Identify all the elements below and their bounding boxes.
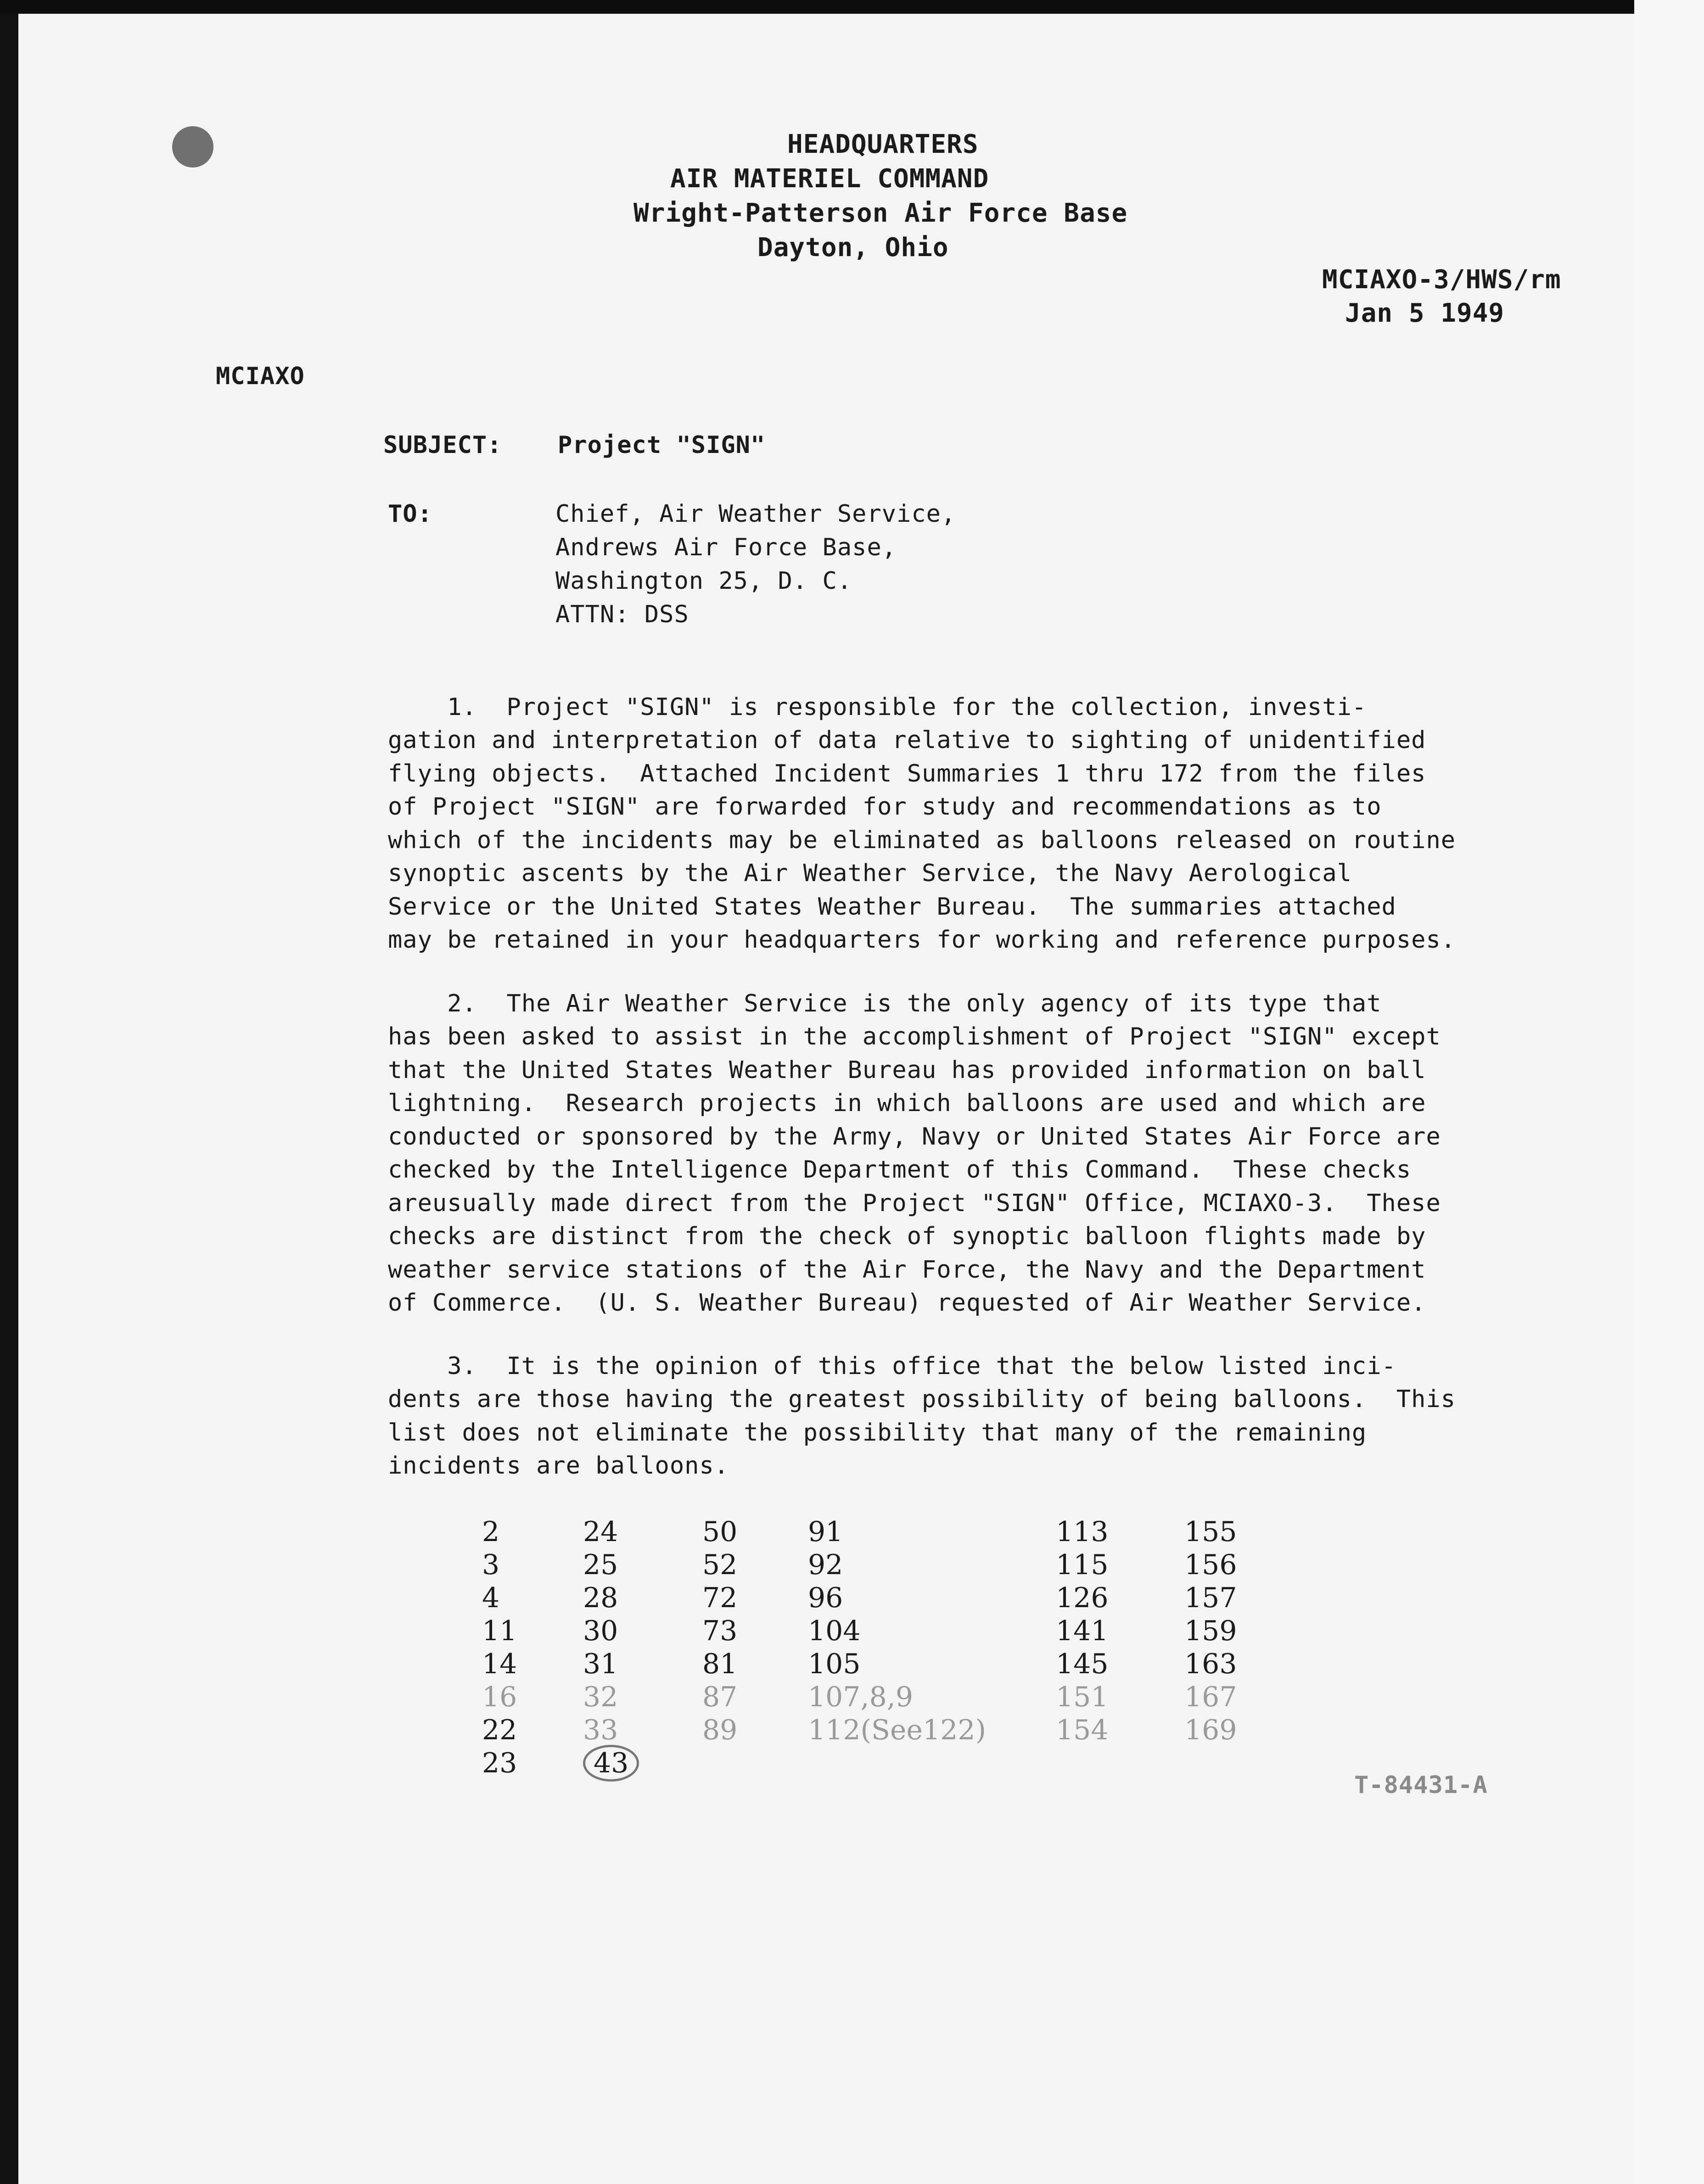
paragraph-line: conducted or sponsored by the Army, Navy or United States Air Force are <box>388 1123 1441 1151</box>
paragraph-line: 1. Project "SIGN" is responsible for the collection, investi- <box>388 693 1367 721</box>
incident-number: 92 <box>808 1549 843 1581</box>
letterhead-line-4: Dayton, Ohio <box>757 233 949 263</box>
paragraph-line: has been asked to assist in the accomplishment of Project "SIGN" except <box>388 1023 1441 1050</box>
paragraph-line: checks are distinct from the check of synoptic balloon flights made by <box>388 1223 1426 1250</box>
incident-number: 23 <box>482 1747 517 1779</box>
incident-number: 113 <box>1056 1516 1109 1548</box>
paragraph-line: that the United States Weather Bureau has provided information on ball <box>388 1056 1426 1084</box>
incident-number: 32 <box>583 1681 618 1713</box>
incident-number: 73 <box>702 1615 738 1647</box>
paragraph-line: synoptic ascents by the Air Weather Service, the Navy Aerological <box>388 860 1352 887</box>
letter-date: Jan 5 1949 <box>1345 298 1505 328</box>
incident-number: 11 <box>482 1615 517 1647</box>
incident-number: 16 <box>482 1681 517 1713</box>
paragraph-line: gation and interpretation of data relative to sighting of unidentified <box>388 726 1426 754</box>
incident-number: 115 <box>1056 1549 1109 1581</box>
incident-number-circled: 43 <box>583 1745 639 1782</box>
incident-number: 145 <box>1056 1648 1109 1680</box>
incident-number: 151 <box>1056 1681 1109 1713</box>
incident-number: 31 <box>583 1648 618 1680</box>
letterhead-line-3: Wright-Patterson Air Force Base <box>633 198 1128 228</box>
footer-code: T-84431-A <box>1354 1771 1488 1799</box>
incident-number: 28 <box>583 1582 618 1614</box>
reference-code: MCIAXO-3/HWS/rm <box>1322 265 1561 295</box>
paragraph-2 <box>388 954 1441 1353</box>
incident-number: 24 <box>583 1516 618 1548</box>
incident-number: 2 <box>482 1516 500 1548</box>
subject-label: SUBJECT: <box>383 431 502 459</box>
incident-number: 4 <box>482 1582 500 1614</box>
incident-number: 30 <box>583 1615 618 1647</box>
page-margin-right <box>1634 0 1704 2184</box>
incident-number: 22 <box>482 1714 517 1746</box>
paragraph-line: which of the incidents may be eliminated as balloons released on routine <box>388 826 1456 854</box>
to-line-4: ATTN: DSS <box>555 601 689 628</box>
incident-number: 96 <box>808 1582 843 1614</box>
incident-number: 107,8,9 <box>808 1681 914 1713</box>
paragraph-line: Service or the United States Weather Bureau. The summaries attached <box>388 893 1396 921</box>
incident-number: 25 <box>583 1549 618 1581</box>
incident-number: 157 <box>1184 1582 1237 1614</box>
incident-number: 126 <box>1056 1582 1109 1614</box>
paragraph-line: incidents are balloons. <box>388 1452 729 1480</box>
film-border-top <box>0 0 1704 14</box>
incident-number: 154 <box>1056 1714 1109 1746</box>
incident-number: 104 <box>808 1615 861 1647</box>
paragraph-line: of Project "SIGN" are forwarded for study and recommendations as to <box>388 793 1382 821</box>
incident-number: 169 <box>1184 1714 1237 1746</box>
paragraph-line: 3. It is the opinion of this office that the below listed inci- <box>388 1352 1396 1380</box>
paragraph-line: flying objects. Attached Incident Summaries 1 thru 172 from the files <box>388 760 1426 788</box>
paragraph-1 <box>388 657 1456 990</box>
incident-number: 163 <box>1184 1648 1237 1680</box>
incident-number: 89 <box>702 1714 738 1746</box>
incident-number: 159 <box>1184 1615 1237 1647</box>
incident-number: 33 <box>583 1714 618 1746</box>
incident-column-2 <box>583 1482 639 1813</box>
subject-text: Project "SIGN" <box>558 431 766 459</box>
incident-number: 112(See122) <box>808 1714 986 1746</box>
incident-number: 50 <box>702 1516 738 1548</box>
paragraph-line: areusually made direct from the Project "SIGN" Office, MCIAXO-3. These <box>388 1189 1441 1217</box>
incident-number: 87 <box>702 1681 738 1713</box>
incident-number: 72 <box>702 1582 738 1614</box>
incident-number: 3 <box>482 1549 500 1581</box>
incident-number: 141 <box>1056 1615 1109 1647</box>
incident-number: 81 <box>702 1648 738 1680</box>
paragraph-line: of Commerce. (U. S. Weather Bureau) requested of Air Weather Service. <box>388 1289 1426 1317</box>
letterhead-line-2: AIR MATERIEL COMMAND <box>670 164 989 194</box>
incident-column-6 <box>1184 1482 1237 1780</box>
paragraph-line: weather service stations of the Air Force, the Navy and the Department <box>388 1256 1426 1284</box>
to-line-3: Washington 25, D. C. <box>555 567 852 595</box>
incident-number: 167 <box>1184 1681 1237 1713</box>
punch-hole-mark <box>172 126 213 168</box>
paragraph-line: dents are those having the greatest possibility of being balloons. This <box>388 1385 1456 1413</box>
office-symbol: MCIAXO <box>216 363 305 390</box>
letterhead-line-1: HEADQUARTERS <box>787 129 979 159</box>
paragraph-line: may be retained in your headquarters for working and reference purposes. <box>388 926 1456 954</box>
incident-column-1 <box>482 1482 517 1813</box>
paragraph-line: 2. The Air Weather Service is the only agency of its type that <box>388 989 1382 1017</box>
incident-number: 105 <box>808 1648 861 1680</box>
to-line-1: Chief, Air Weather Service, <box>555 500 956 528</box>
paragraph-line: list does not eliminate the possibility that many of the remaining <box>388 1419 1367 1447</box>
to-line-2: Andrews Air Force Base, <box>555 534 897 561</box>
incident-number: 91 <box>808 1516 843 1548</box>
incident-column-5 <box>1056 1482 1109 1780</box>
incident-number: 155 <box>1184 1516 1237 1548</box>
to-label: TO: <box>388 500 432 528</box>
incident-number: 14 <box>482 1648 517 1680</box>
incident-column-3 <box>702 1482 737 1780</box>
incident-column-4 <box>808 1482 986 1780</box>
paragraph-line: lightning. Research projects in which balloons are used and which are <box>388 1089 1426 1117</box>
incident-number: 156 <box>1184 1549 1237 1581</box>
incident-number: 52 <box>702 1549 738 1581</box>
paragraph-line: checked by the Intelligence Department of this Command. These checks <box>388 1156 1412 1184</box>
